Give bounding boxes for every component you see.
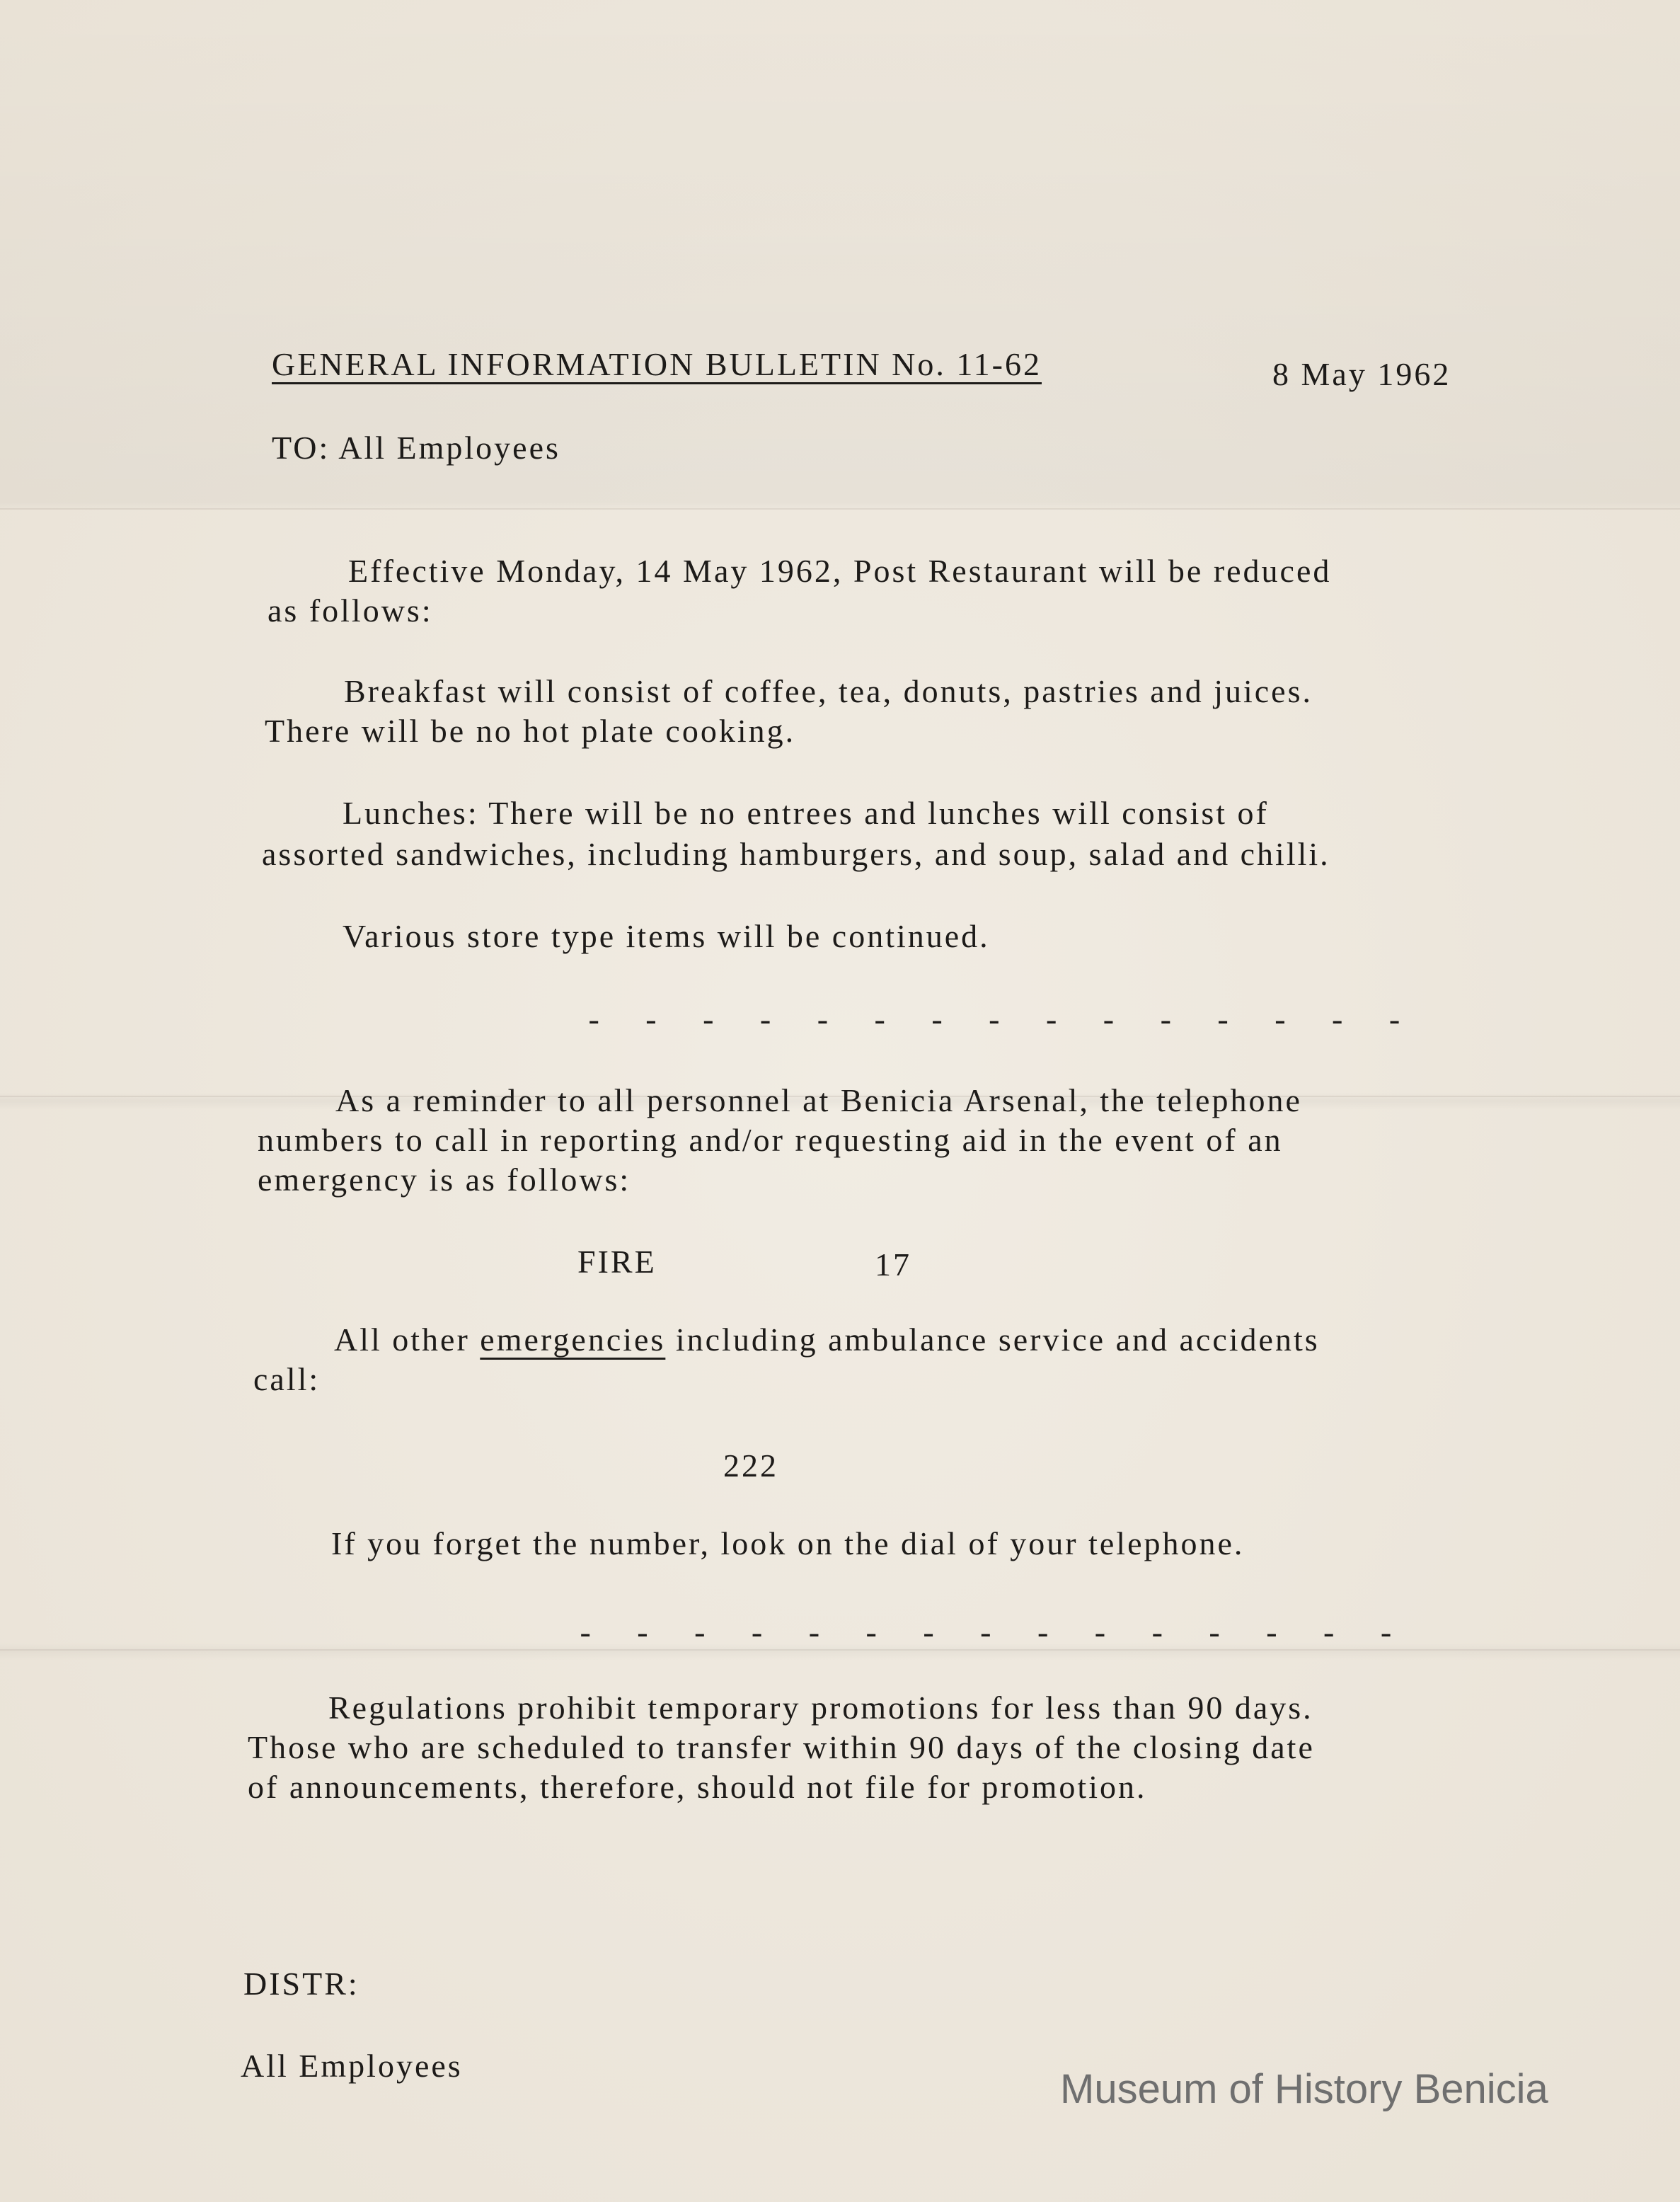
separator: - - - - - - - - - - - - - - - [585,1005,1414,1040]
paragraph-line: If you forget the number, look on the dial of your telephone. [331,1525,1245,1561]
paragraph-line: assorted sandwiches, including hamburgers, and soup, salad and chilli. [262,836,1330,872]
distribution-label: DISTR: [243,1966,359,2002]
paragraph-line: Various store type items will be continued. [343,918,990,954]
text-segment: including ambulance service and accidents [665,1321,1320,1358]
text-segment: All other [334,1321,481,1358]
paragraph-line: Lunches: There will be no entrees and lunches will consist of [343,795,1269,831]
paragraph-line: of announcements, therefore, should not file for promotion. [248,1769,1147,1805]
fire-label: FIRE [577,1244,657,1280]
paragraph-line: As a reminder to all personnel at Benicia Arsenal, the telephone [335,1082,1302,1118]
distribution-value: All Employees [241,2048,463,2084]
paragraph-line: numbers to call in reporting and/or requesting aid in the event of an [258,1122,1283,1158]
paragraph-line: as follows: [267,592,433,629]
paragraph-line: Regulations prohibit temporary promotions for less than 90 days. [328,1690,1313,1726]
paragraph-line: Those who are scheduled to transfer within 90 days of the closing date [248,1729,1315,1765]
emergencies-underlined: emergencies [480,1321,666,1358]
museum-watermark: Museum of History Benicia [1060,2066,1548,2112]
separator: - - - - - - - - - - - - - - - [576,1618,1405,1653]
bulletin-date: 8 May 1962 [1272,356,1451,392]
fire-number: 17 [875,1246,911,1283]
emergency-number: 222 [723,1447,778,1484]
paragraph-line: call: [253,1361,321,1397]
paragraph-line: There will be no hot plate cooking. [265,713,796,749]
paragraph-line: emergency is as follows: [258,1162,631,1198]
paragraph-line [334,1321,1320,1358]
bulletin-title: GENERAL INFORMATION BULLETIN No. 11-62 [272,346,1042,382]
paragraph-line: Effective Monday, 14 May 1962, Post Restaurant will be reduced [348,553,1332,589]
to-line: TO: All Employees [272,430,560,466]
paragraph-line: Breakfast will consist of coffee, tea, donuts, pastries and juices. [344,673,1313,709]
fold-line [0,508,1680,510]
